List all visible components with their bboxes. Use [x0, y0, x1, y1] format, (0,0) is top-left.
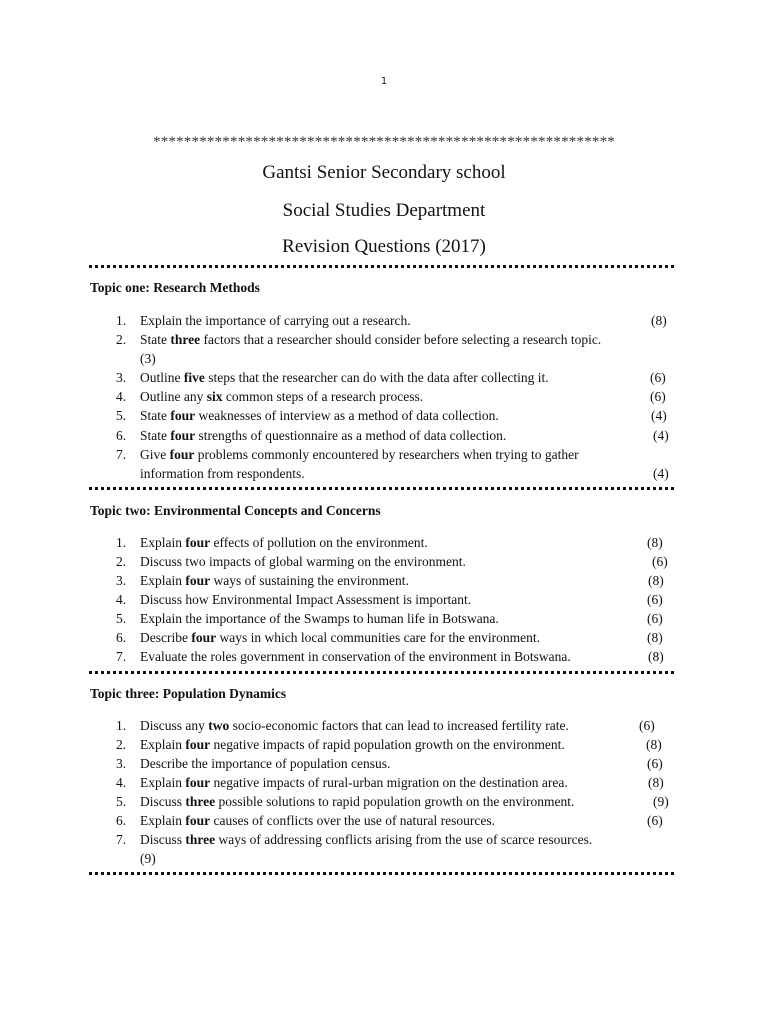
question-number: 1.	[116, 535, 127, 550]
question-marks: (6)	[647, 611, 663, 626]
question-text: Explain the importance of carrying out a research.	[140, 313, 411, 328]
question-marks: (8)	[647, 630, 663, 645]
question-item	[0, 811, 768, 830]
question-item	[0, 552, 768, 571]
question-text: Evaluate the roles government in conservation of the environment in Botswana.	[140, 649, 571, 664]
school-name: Gantsi Senior Secondary school	[262, 162, 506, 183]
dotted-divider	[89, 265, 676, 268]
question-number: 7.	[116, 447, 127, 462]
question-number: 3.	[116, 756, 127, 771]
topic-heading: Topic three: Population Dynamics	[90, 686, 287, 701]
question-marks: (6)	[647, 813, 663, 828]
question-text-continued: information from respondents.	[140, 466, 305, 481]
question-item	[0, 387, 768, 406]
question-marks: (6)	[647, 756, 663, 771]
question-item	[0, 311, 768, 330]
question-number: 2.	[116, 332, 127, 347]
question-marks: (8)	[648, 573, 664, 588]
question-marks: (8)	[648, 775, 664, 790]
question-item	[0, 590, 768, 609]
document-title: Revision Questions (2017)	[282, 236, 486, 257]
question-number: 3.	[116, 573, 127, 588]
question-marks: (9)	[140, 851, 156, 866]
question-number: 2.	[116, 554, 127, 569]
question-text: Discuss any two socio-economic factors that can lead to increased fertility rate.	[140, 718, 569, 733]
question-text: Explain four effects of pollution on the environment.	[140, 535, 428, 550]
question-number: 7.	[116, 649, 127, 664]
question-marks: (8)	[647, 535, 663, 550]
question-marks: (9)	[653, 794, 669, 809]
topic-heading: Topic one: Research Methods	[90, 280, 260, 295]
question-text: Give four problems commonly encountered by researchers when trying to gather	[140, 447, 579, 462]
question-text: Explain four negative impacts of rapid population growth on the environment.	[140, 737, 565, 752]
question-text: Explain four negative impacts of rural-urban migration on the destination area.	[140, 775, 568, 790]
question-text: State four weaknesses of interview as a method of data collection.	[140, 408, 499, 423]
question-list	[0, 311, 768, 483]
question-item	[0, 571, 768, 590]
question-text: Describe the importance of population census.	[140, 756, 391, 771]
question-number: 4.	[116, 592, 127, 607]
question-text: Describe four ways in which local communities care for the environment.	[140, 630, 541, 645]
question-number: 2.	[116, 737, 127, 752]
question-number: 6.	[116, 630, 127, 645]
question-text: State three factors that a researcher should consider before selecting a research topic.	[140, 332, 602, 347]
department-name: Social Studies Department	[282, 200, 486, 221]
question-item	[0, 406, 768, 426]
question-item	[0, 445, 768, 483]
question-item	[0, 716, 768, 735]
question-number: 3.	[116, 370, 127, 385]
question-item	[0, 426, 768, 445]
question-marks: (6)	[639, 718, 655, 733]
question-item	[0, 330, 768, 368]
asterisk-divider: ************************************************************	[153, 134, 615, 150]
question-text: Explain four causes of conflicts over the use of natural resources.	[140, 813, 496, 828]
question-marks: (6)	[652, 554, 668, 569]
question-item	[0, 792, 768, 811]
topic-heading: Topic two: Environmental Concepts and Concerns	[90, 503, 381, 518]
question-text: Discuss three possible solutions to rapid population growth on the environment.	[140, 794, 575, 809]
dotted-divider	[89, 487, 676, 490]
question-number: 5.	[116, 794, 127, 809]
question-number: 5.	[116, 611, 127, 626]
question-text: Discuss three ways of addressing conflicts arising from the use of scarce resources.	[140, 832, 593, 847]
question-text: Explain four ways of sustaining the environment.	[140, 573, 409, 588]
dotted-divider	[89, 872, 676, 875]
question-marks: (8)	[651, 313, 667, 328]
question-item	[0, 735, 768, 754]
question-item	[0, 830, 768, 868]
question-number: 1.	[116, 718, 127, 733]
question-number: 4.	[116, 775, 127, 790]
question-number: 7.	[116, 832, 127, 847]
question-marks: (8)	[646, 737, 662, 752]
dotted-divider	[89, 671, 676, 674]
question-number: 4.	[116, 389, 127, 404]
question-marks: (6)	[650, 370, 666, 385]
question-marks: (4)	[653, 428, 669, 443]
question-text: Discuss two impacts of global warming on the environment.	[140, 554, 466, 569]
question-marks: (6)	[647, 592, 663, 607]
question-item	[0, 533, 768, 552]
question-marks: (4)	[653, 466, 669, 481]
question-marks: (4)	[651, 408, 667, 423]
question-marks: (8)	[648, 649, 664, 664]
question-item	[0, 368, 768, 387]
question-text: Explain the importance of the Swamps to human life in Botswana.	[140, 611, 499, 626]
question-item	[0, 628, 768, 647]
page-number: 1	[380, 76, 388, 87]
question-text: State four strengths of questionnaire as a method of data collection.	[140, 428, 507, 443]
question-number: 5.	[116, 408, 127, 423]
question-number: 6.	[116, 428, 127, 443]
question-text: Outline any six common steps of a research process.	[140, 389, 424, 404]
question-item	[0, 773, 768, 792]
question-item	[0, 754, 768, 773]
question-list	[0, 533, 768, 666]
question-marks: (6)	[650, 389, 666, 404]
question-item	[0, 609, 768, 628]
question-marks: (3)	[140, 351, 156, 366]
question-number: 1.	[116, 313, 127, 328]
question-text: Outline five steps that the researcher can do with the data after collecting it.	[140, 370, 549, 385]
question-number: 6.	[116, 813, 127, 828]
question-text: Discuss how Environmental Impact Assessment is important.	[140, 592, 472, 607]
question-item	[0, 647, 768, 666]
question-list	[0, 716, 768, 868]
